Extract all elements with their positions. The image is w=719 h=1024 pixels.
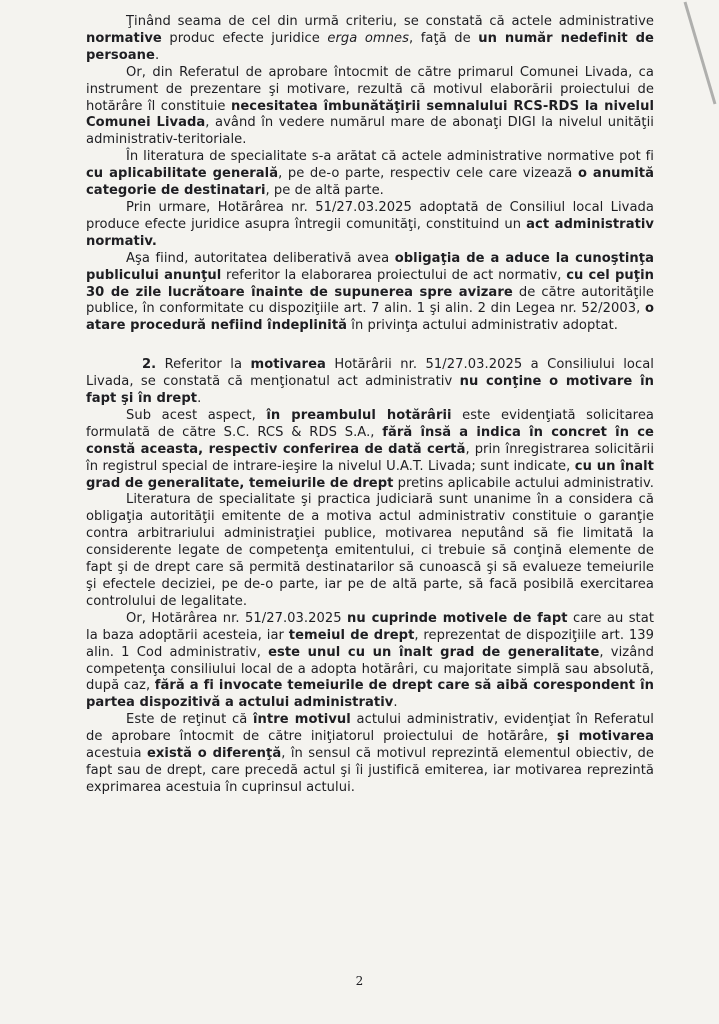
bold-text: temeiul de drept [288, 627, 415, 643]
document-body [86, 14, 654, 797]
text: Sub acest aspect, [126, 407, 267, 423]
text: în privinţa actului administrativ adoptat. [347, 318, 619, 334]
bold-text: cu un înalt grad de generalitate, temeiurile de drept [86, 458, 654, 491]
bold-text: motivarea [250, 357, 326, 373]
bold-text: necesitatea îmbunătăţirii semnalului RCS-RDS la nivelul Comunei Livada [86, 98, 654, 131]
text: Or, din Referatul de aprobare întocmit de către primarul Comunei Livada, ca instrument de prezentare şi motivare, rezultă că motivul elaborării proiectului de hotărâre îl constituie [86, 64, 654, 114]
bold-text: cu aplicabilitate generală [86, 166, 279, 182]
text: . [197, 391, 202, 407]
text: În literatura de specialitate s-a arătat că actele administrative normative pot fi [126, 149, 654, 165]
paragraph [86, 611, 654, 712]
bold-text: act administrativ normativ. [86, 216, 655, 249]
bold-text: un număr nedefinit de persoane [86, 30, 654, 63]
paragraph [86, 357, 654, 408]
text: produc efecte juridice [161, 30, 328, 46]
paragraph [86, 65, 654, 150]
text: . [393, 695, 398, 711]
text: Ţinând seama de cel din urmă criteriu, se constată că actele administrative [126, 14, 654, 29]
text: , reprezentat de dispoziţiile art. 139 alin. 1 Cod administrativ, [86, 627, 654, 660]
text: , pe de-o parte, respectiv cele care vizează [278, 166, 578, 182]
bold-text: cu cel puţin 30 de zile lucrătoare înainte de supunerea spre avizare [86, 267, 654, 300]
paragraph [86, 712, 654, 797]
bold-text: nu cuprinde motivele de fapt [347, 610, 568, 626]
text: este evidenţiată solicitarea formulată de către S.C. RCS & RDS S.A., [86, 407, 654, 440]
bold-text: între motivul [253, 712, 351, 728]
bold-text: fără însă a indica în concret în ce constă aceasta, respectiv conferirea de dată certă [86, 424, 654, 457]
text: Referitor la [156, 357, 251, 373]
bold-text: nu conţine o motivare în fapt şi în drept [86, 374, 654, 407]
page-number: 2 [355, 974, 364, 988]
text: pretins aplicabile actului administrativ. [393, 475, 654, 491]
paragraph [86, 492, 654, 610]
text: Este de reţinut că [126, 712, 254, 728]
text: Prin urmare, Hotărârea nr. 51/27.03.2025 adoptată de Consiliul local Livada produce efecte juridice asupra întregii comunităţi, constituind un [86, 199, 654, 232]
paragraph [86, 200, 654, 251]
bold-text: 2. [142, 357, 157, 373]
text: referitor la elaborarea proiectului de act normativ, [221, 267, 567, 283]
bold-text: în preambulul hotărârii [266, 407, 452, 423]
text: Hotărârii nr. 51/27.03.2025 a Consiliului local Livada, se constată că menţionatul act administrativ [86, 357, 654, 390]
paragraph [86, 251, 654, 336]
bold-text: o anumită categorie de destinatari [86, 166, 654, 199]
text: care au stat la baza adoptării acesteia, iar [86, 610, 655, 643]
bold-text: obligaţia de a aduce la cunoştinţa publicului anunţul [86, 250, 655, 283]
paragraph-gap [86, 335, 654, 357]
text: , pe de altă parte. [265, 183, 384, 199]
bold-text: normative [86, 30, 162, 46]
bold-text: există o diferenţă [146, 746, 282, 762]
text: , având în vedere numărul mare de abonaţi DIGI la nivelul unităţii administrativ-teritoriale. [86, 115, 654, 148]
text: acestuia [86, 746, 147, 762]
text: . [154, 47, 160, 63]
paragraph [86, 408, 654, 493]
text: , în sensul că motivul reprezintă elementul obiectiv, de fapt sau de drept, care precedă actul şi îi justifică emiterea, iar motivarea reprezintă exprimarea acestuia în cuprinsul actului. [86, 746, 654, 795]
bold-text: şi motivarea [556, 729, 654, 745]
text: , prin înregistrarea solicitării în registrul special de intrare-ieşire la nivelul U.A.T. Livada; sunt indicate, [86, 441, 655, 474]
text: Aşa fiind, autoritatea deliberativă avea [126, 250, 395, 266]
scan-edge-mark [679, 0, 719, 110]
text: actului administrativ, evidenţiat în Referatul de aprobare întocmit de către iniţiatorul proiectului de hotărâre, [86, 712, 654, 745]
text: de către autorităţile publice, în conformitate cu dispoziţiile art. 7 alin. 1 şi alin. 2 din Legea nr. 52/2003, [86, 284, 655, 317]
bold-text: o atare procedură nefiind îndeplinită [86, 301, 654, 334]
paragraph [86, 149, 654, 200]
paragraph [86, 14, 654, 65]
text: Or, Hotărârea nr. 51/27.03.2025 [126, 610, 348, 626]
text: , vizând competenţa consiliului local de a adopta hotărâri, cu majoritate simplă sau absolută, după caz, [86, 644, 654, 694]
bold-text: fără a fi invocate temeiurile de drept care să aibă corespondent în partea dispozitivă a actului administrativ [86, 678, 654, 711]
italic-text: erga omnes [327, 30, 410, 46]
text: Literatura de specialitate şi practica judiciară sunt unanime în a considera că obligaţia autorităţii emitente de a motiva actul administrativ constituie o garanţie contra arbitrariului administraţiei publice, motivarea neputând să fie limitată la considerente legate de competenţa emitentului, ci trebuie să conţină elemente de fapt şi de drept care să permită destinatarilor să cunoască şi să evalueze temeiurile şi efectele deciziei, pe de-o parte, iar pe de altă parte, să facă posibilă exercitarea controlului de legalitate. [86, 492, 654, 609]
text: , faţă de [409, 30, 479, 46]
bold-text: este unul cu un înalt grad de generalitate [268, 644, 600, 660]
